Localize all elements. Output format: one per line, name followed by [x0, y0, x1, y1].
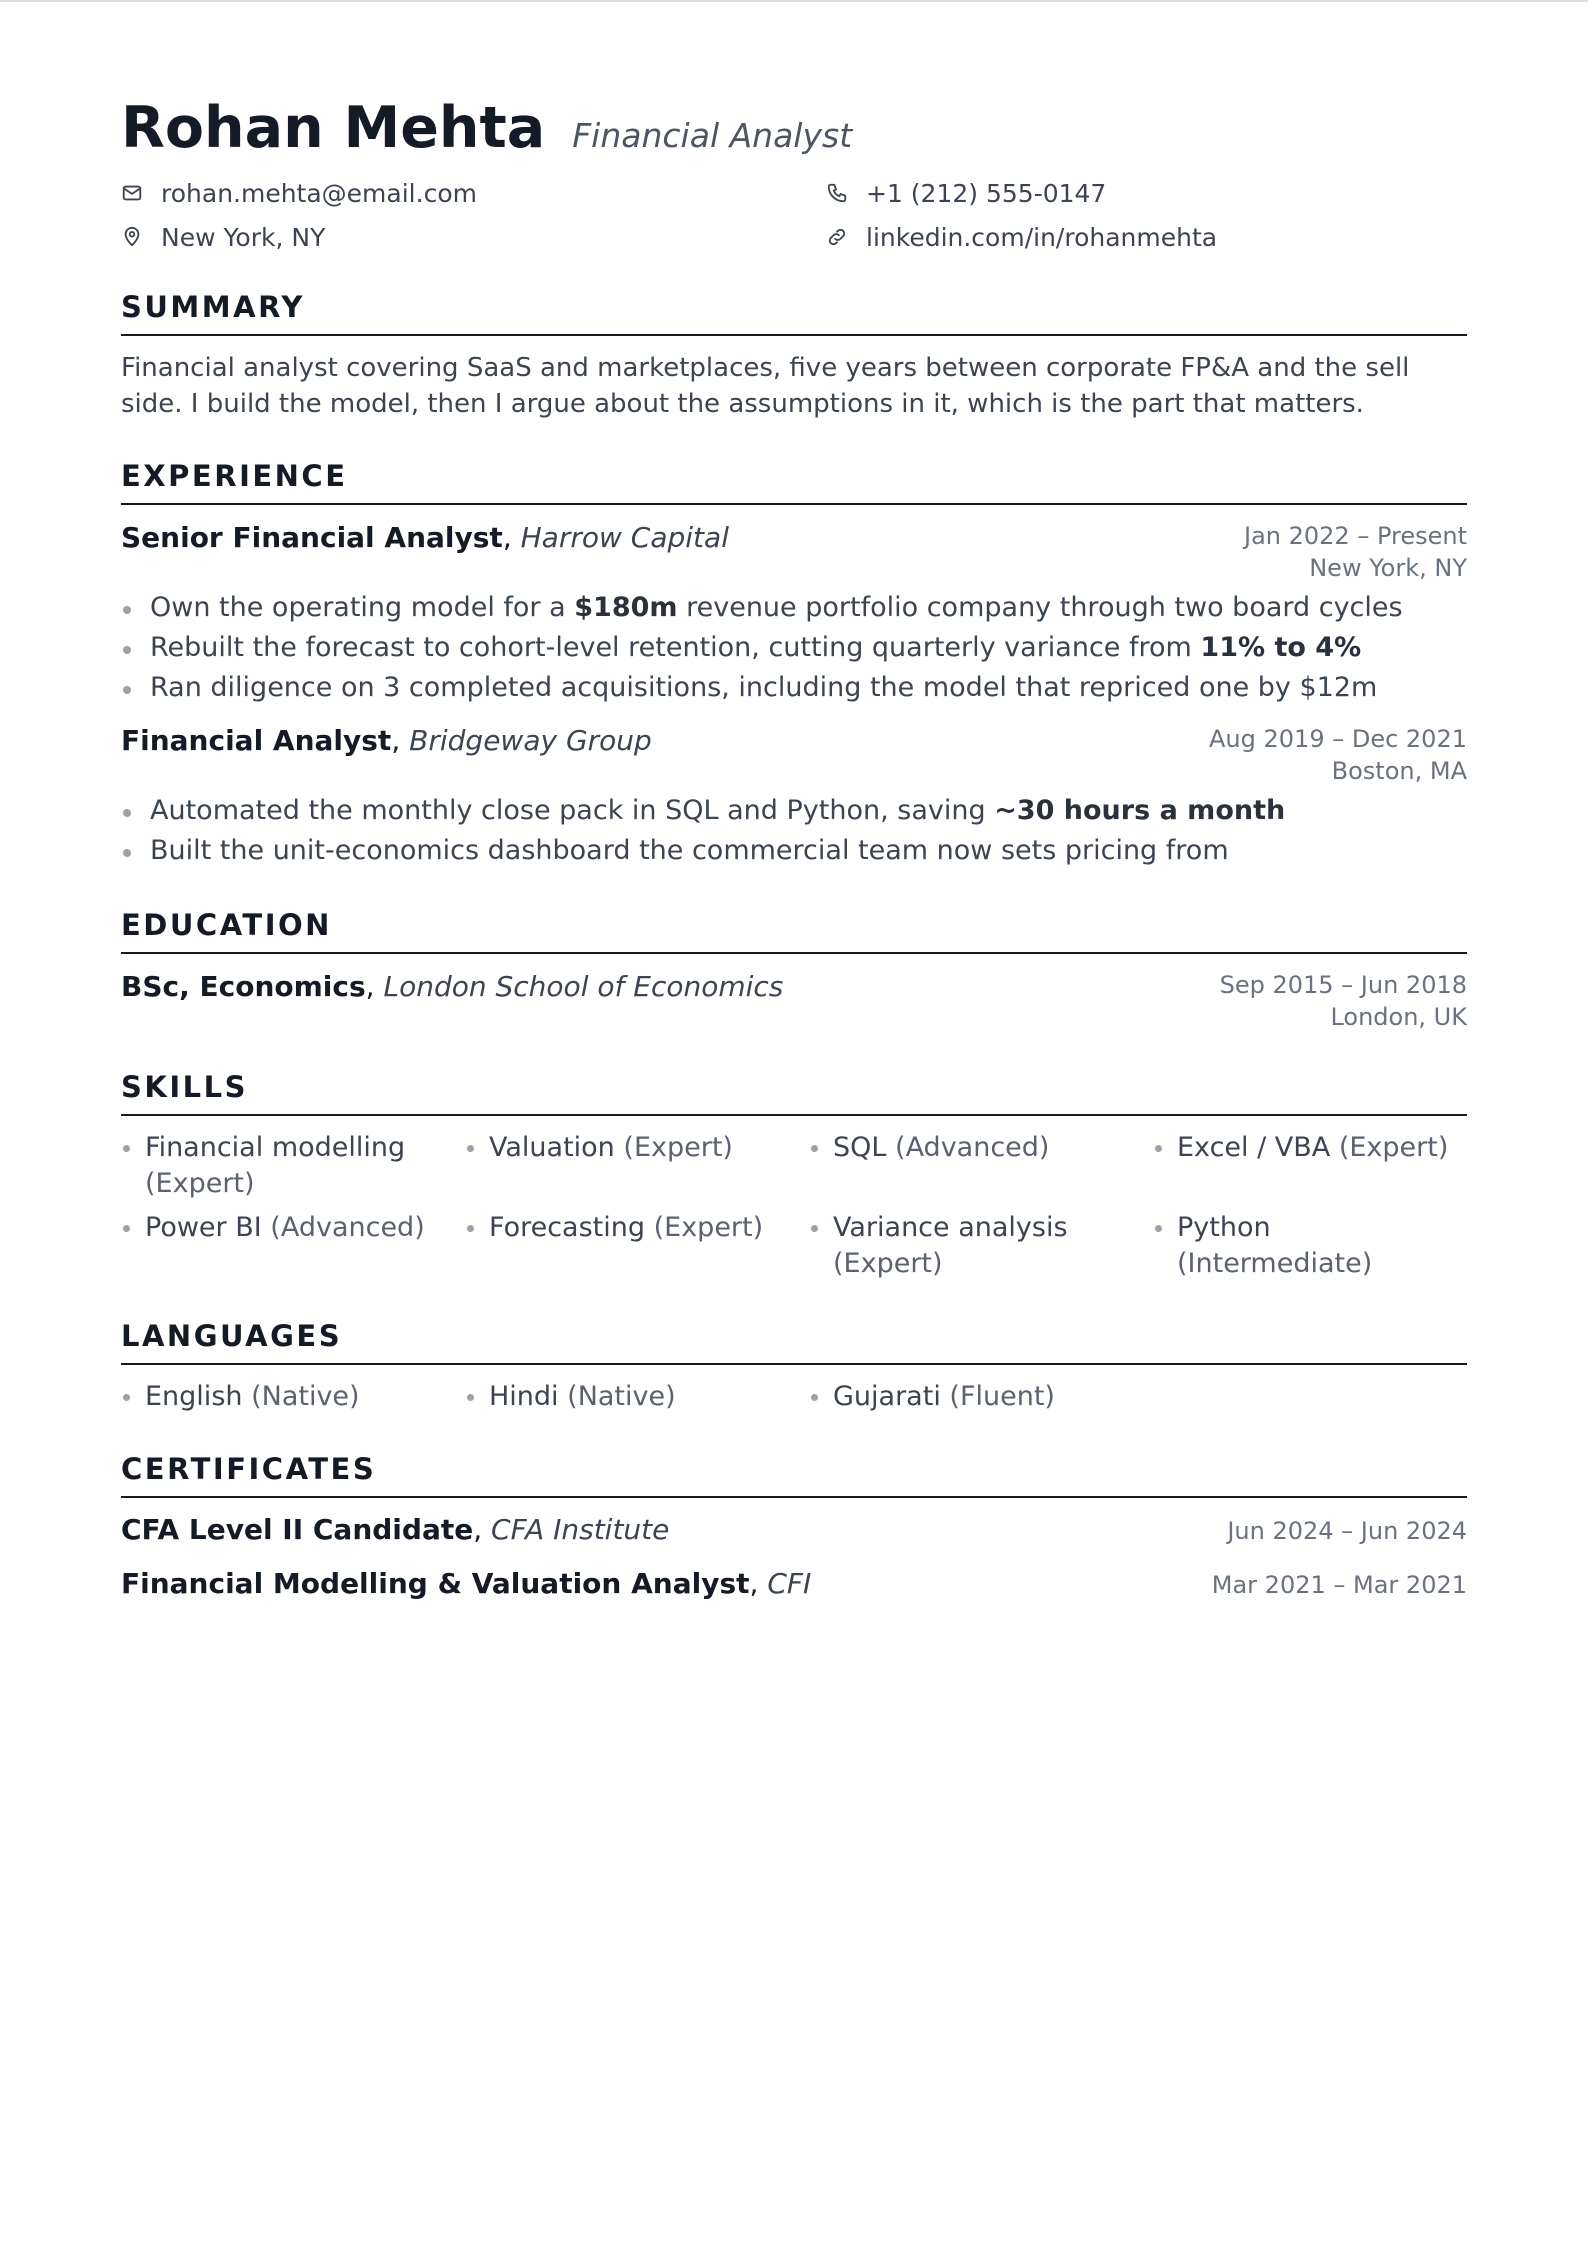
skill-item: SQL (Advanced): [809, 1130, 1123, 1202]
linkedin-text: linkedin.com/in/rohanmehta: [866, 222, 1218, 252]
certificate-entry: [121, 1566, 1467, 1602]
candidate-role: Financial Analyst: [572, 116, 853, 155]
section-title: EDUCATION: [121, 908, 1467, 954]
section-title: CERTIFICATES: [121, 1452, 1467, 1498]
certificates-section: [121, 1452, 1467, 1602]
job-company: Harrow Capital: [520, 520, 729, 554]
section-title: EXPERIENCE: [121, 459, 1467, 505]
certificate-title-line: CFA Level II Candidate, CFA Institute: [121, 1512, 670, 1546]
job-position: Senior Financial Analyst: [121, 520, 503, 554]
job-title-line: Senior Financial Analyst, Harrow Capital: [121, 520, 729, 554]
job-meta: [1244, 520, 1467, 584]
job-dates: Aug 2019 – Dec 2021: [1209, 724, 1467, 753]
education-meta: [1220, 969, 1467, 1033]
top-border: [0, 0, 1588, 2]
resume-page: [121, 96, 1467, 1602]
job-title-line: Financial Analyst, Bridgeway Group: [121, 723, 652, 757]
job-meta: [1209, 723, 1467, 787]
summary-section: [121, 290, 1467, 422]
skill-item: Power BI (Advanced): [121, 1210, 435, 1282]
contact-linkedin[interactable]: [826, 222, 1467, 253]
education-location: London, UK: [1330, 1002, 1467, 1031]
skill-item: Valuation (Expert): [465, 1130, 779, 1202]
bullet-item: Rebuilt the forecast to cohort-level retention, cutting quarterly variance from 11% to 4%: [121, 628, 1467, 668]
certificate-dates: Jun 2024 – Jun 2024: [1227, 1516, 1467, 1545]
bullet-item: Own the operating model for a $180m revenue portfolio company through two board cycles: [121, 588, 1467, 628]
bullet-item: Ran diligence on 3 completed acquisitions, including the model that repriced one by $12m: [121, 668, 1467, 708]
education-school: London School of Economics: [383, 969, 784, 1003]
skill-item: Forecasting (Expert): [465, 1210, 779, 1282]
summary-text: Financial analyst covering SaaS and marketplaces, five years between corporate FP&A and the sell side. I build the model, then I argue about the assumptions in it, which is the part that matters.: [121, 352, 1410, 419]
certificate-name: CFA Level II Candidate: [121, 1512, 474, 1546]
languages-list: [121, 1379, 1467, 1415]
skill-item: Python (Intermediate): [1153, 1210, 1467, 1282]
language-item: Gujarati (Fluent): [809, 1379, 1123, 1415]
contact-phone[interactable]: [826, 178, 1467, 209]
job-bullets: [121, 791, 1467, 871]
job-entry: [121, 520, 1467, 708]
job-header: [121, 520, 1467, 584]
job-position: Financial Analyst: [121, 723, 392, 757]
skill-item: Financial modelling (Expert): [121, 1130, 435, 1202]
language-item: English (Native): [121, 1379, 435, 1415]
certificate-name: Financial Modelling & Valuation Analyst: [121, 1566, 750, 1600]
skill-item: Excel / VBA (Expert): [1153, 1130, 1467, 1202]
education-degree: BSc, Economics: [121, 969, 366, 1003]
section-title: SKILLS: [121, 1070, 1467, 1116]
email-text: rohan.mehta@email.com: [161, 178, 477, 208]
bullet-item: Automated the monthly close pack in SQL and Python, saving ~30 hours a month: [121, 791, 1467, 831]
education-dates: Sep 2015 – Jun 2018: [1219, 970, 1467, 999]
job-entry: [121, 723, 1467, 871]
certificate-dates: Mar 2021 – Mar 2021: [1211, 1570, 1467, 1599]
job-location: New York, NY: [1309, 553, 1467, 582]
location-text: New York, NY: [161, 222, 326, 252]
skills-section: [121, 1070, 1467, 1282]
phone-icon: [826, 182, 848, 204]
skills-list: [121, 1130, 1467, 1282]
skill-item: Variance analysis (Expert): [809, 1210, 1123, 1282]
contact-email[interactable]: [121, 178, 826, 209]
experience-section: [121, 459, 1467, 871]
certificate-issuer: CFI: [767, 1566, 812, 1600]
languages-section: [121, 1319, 1467, 1415]
job-bullets: [121, 588, 1467, 708]
job-location: Boston, MA: [1331, 756, 1467, 785]
contact-info: [121, 178, 1467, 253]
certificate-issuer: CFA Institute: [491, 1512, 670, 1546]
phone-text: +1 (212) 555-0147: [866, 178, 1107, 208]
certificate-entry: [121, 1512, 1467, 1548]
contact-location: [121, 222, 826, 253]
education-entry: [121, 969, 1467, 1033]
certificate-title-line: Financial Modelling & Valuation Analyst, CFI: [121, 1566, 812, 1600]
section-title: SUMMARY: [121, 290, 1467, 336]
language-item: Hindi (Native): [465, 1379, 779, 1415]
mail-icon: [121, 182, 143, 204]
job-dates: Jan 2022 – Present: [1243, 521, 1467, 550]
map-pin-icon: [121, 226, 143, 248]
job-header: [121, 723, 1467, 787]
education-section: [121, 908, 1467, 1033]
bullet-item: Built the unit-economics dashboard the commercial team now sets pricing from: [121, 831, 1467, 871]
section-title: LANGUAGES: [121, 1319, 1467, 1365]
resume-header: [121, 96, 1467, 162]
candidate-name: Rohan Mehta: [121, 95, 546, 161]
job-company: Bridgeway Group: [409, 723, 652, 757]
education-title-line: BSc, Economics, London School of Economics: [121, 969, 784, 1003]
link-icon: [826, 226, 848, 248]
